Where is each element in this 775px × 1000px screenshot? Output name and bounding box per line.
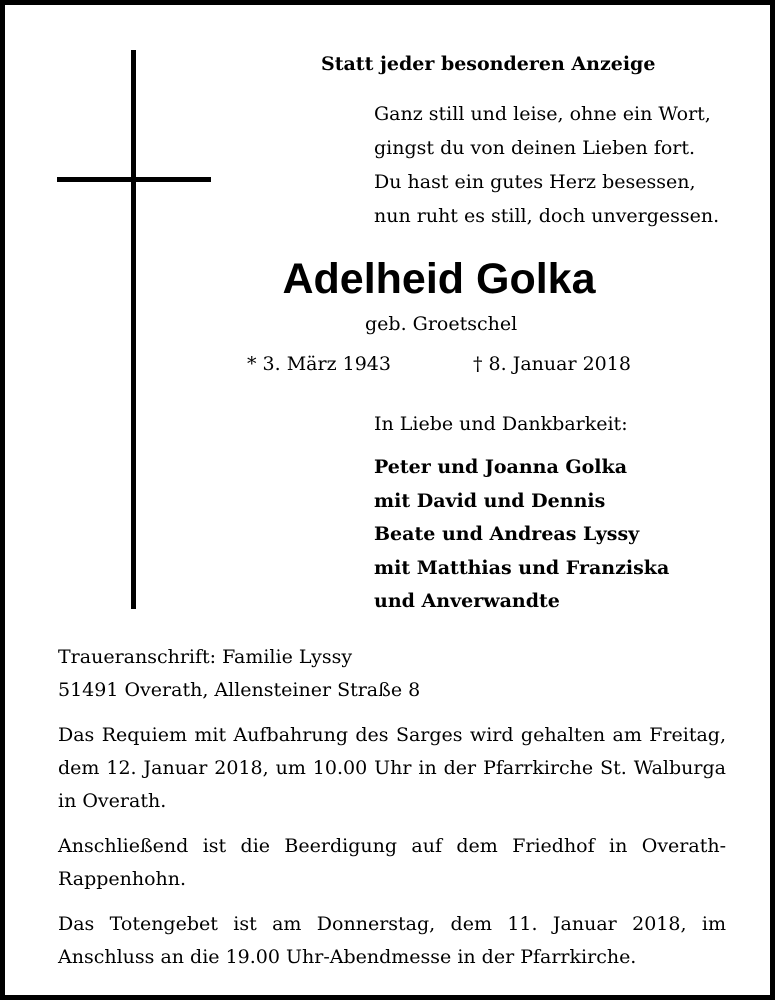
birth-date: * 3. März 1943 <box>247 353 391 375</box>
family-line: Beate und Andreas Lyssy <box>374 523 640 545</box>
service-details <box>58 641 726 986</box>
family-line: mit David und Dennis <box>374 489 606 512</box>
address-line: 51491 Overath, Allensteiner Straße 8 <box>58 679 421 701</box>
deceased-name: Adelheid Golka <box>282 255 596 303</box>
cross-icon <box>131 50 136 609</box>
poem-line: Ganz still und leise, ohne ein Wort, <box>374 103 711 125</box>
requiem-paragraph: Das Requiem mit Aufbahrung des Sarges wird gehalten am Freitag, dem 12. Januar 2018, um 10.00 Uhr in der Pfarrkirche St. Walburga in Overath. <box>58 724 726 812</box>
poem-line: gingst du von deinen Lieben fort. <box>374 137 696 159</box>
family-line: mit Matthias und Franziska <box>374 556 670 579</box>
poem <box>374 97 719 233</box>
family-list <box>374 451 669 619</box>
poem-line: Du hast ein gutes Herz besessen, <box>374 171 696 193</box>
family-line: und Anverwandte <box>374 590 560 612</box>
burial-paragraph: Anschließend ist die Beerdigung auf dem Friedhof in Overath-Rappenhohn. <box>58 835 726 890</box>
cross-icon-bar <box>57 177 211 182</box>
family-line: Peter und Joanna Golka <box>374 456 628 478</box>
headline: Statt jeder besonderen Anzeige <box>321 53 656 75</box>
poem-line: nun ruht es still, doch unvergessen. <box>374 205 720 227</box>
dedication: In Liebe und Dankbarkeit: <box>374 413 628 435</box>
maiden-name: geb. Groetschel <box>365 313 518 335</box>
death-date: † 8. Januar 2018 <box>473 353 631 375</box>
prayer-paragraph: Das Totengebet ist am Donnerstag, dem 11. Januar 2018, im Anschluss an die 19.00 Uhr-Abendmesse in der Pfarrkirche. <box>58 913 726 968</box>
address-line: Traueranschrift: Familie Lyssy <box>58 646 353 668</box>
